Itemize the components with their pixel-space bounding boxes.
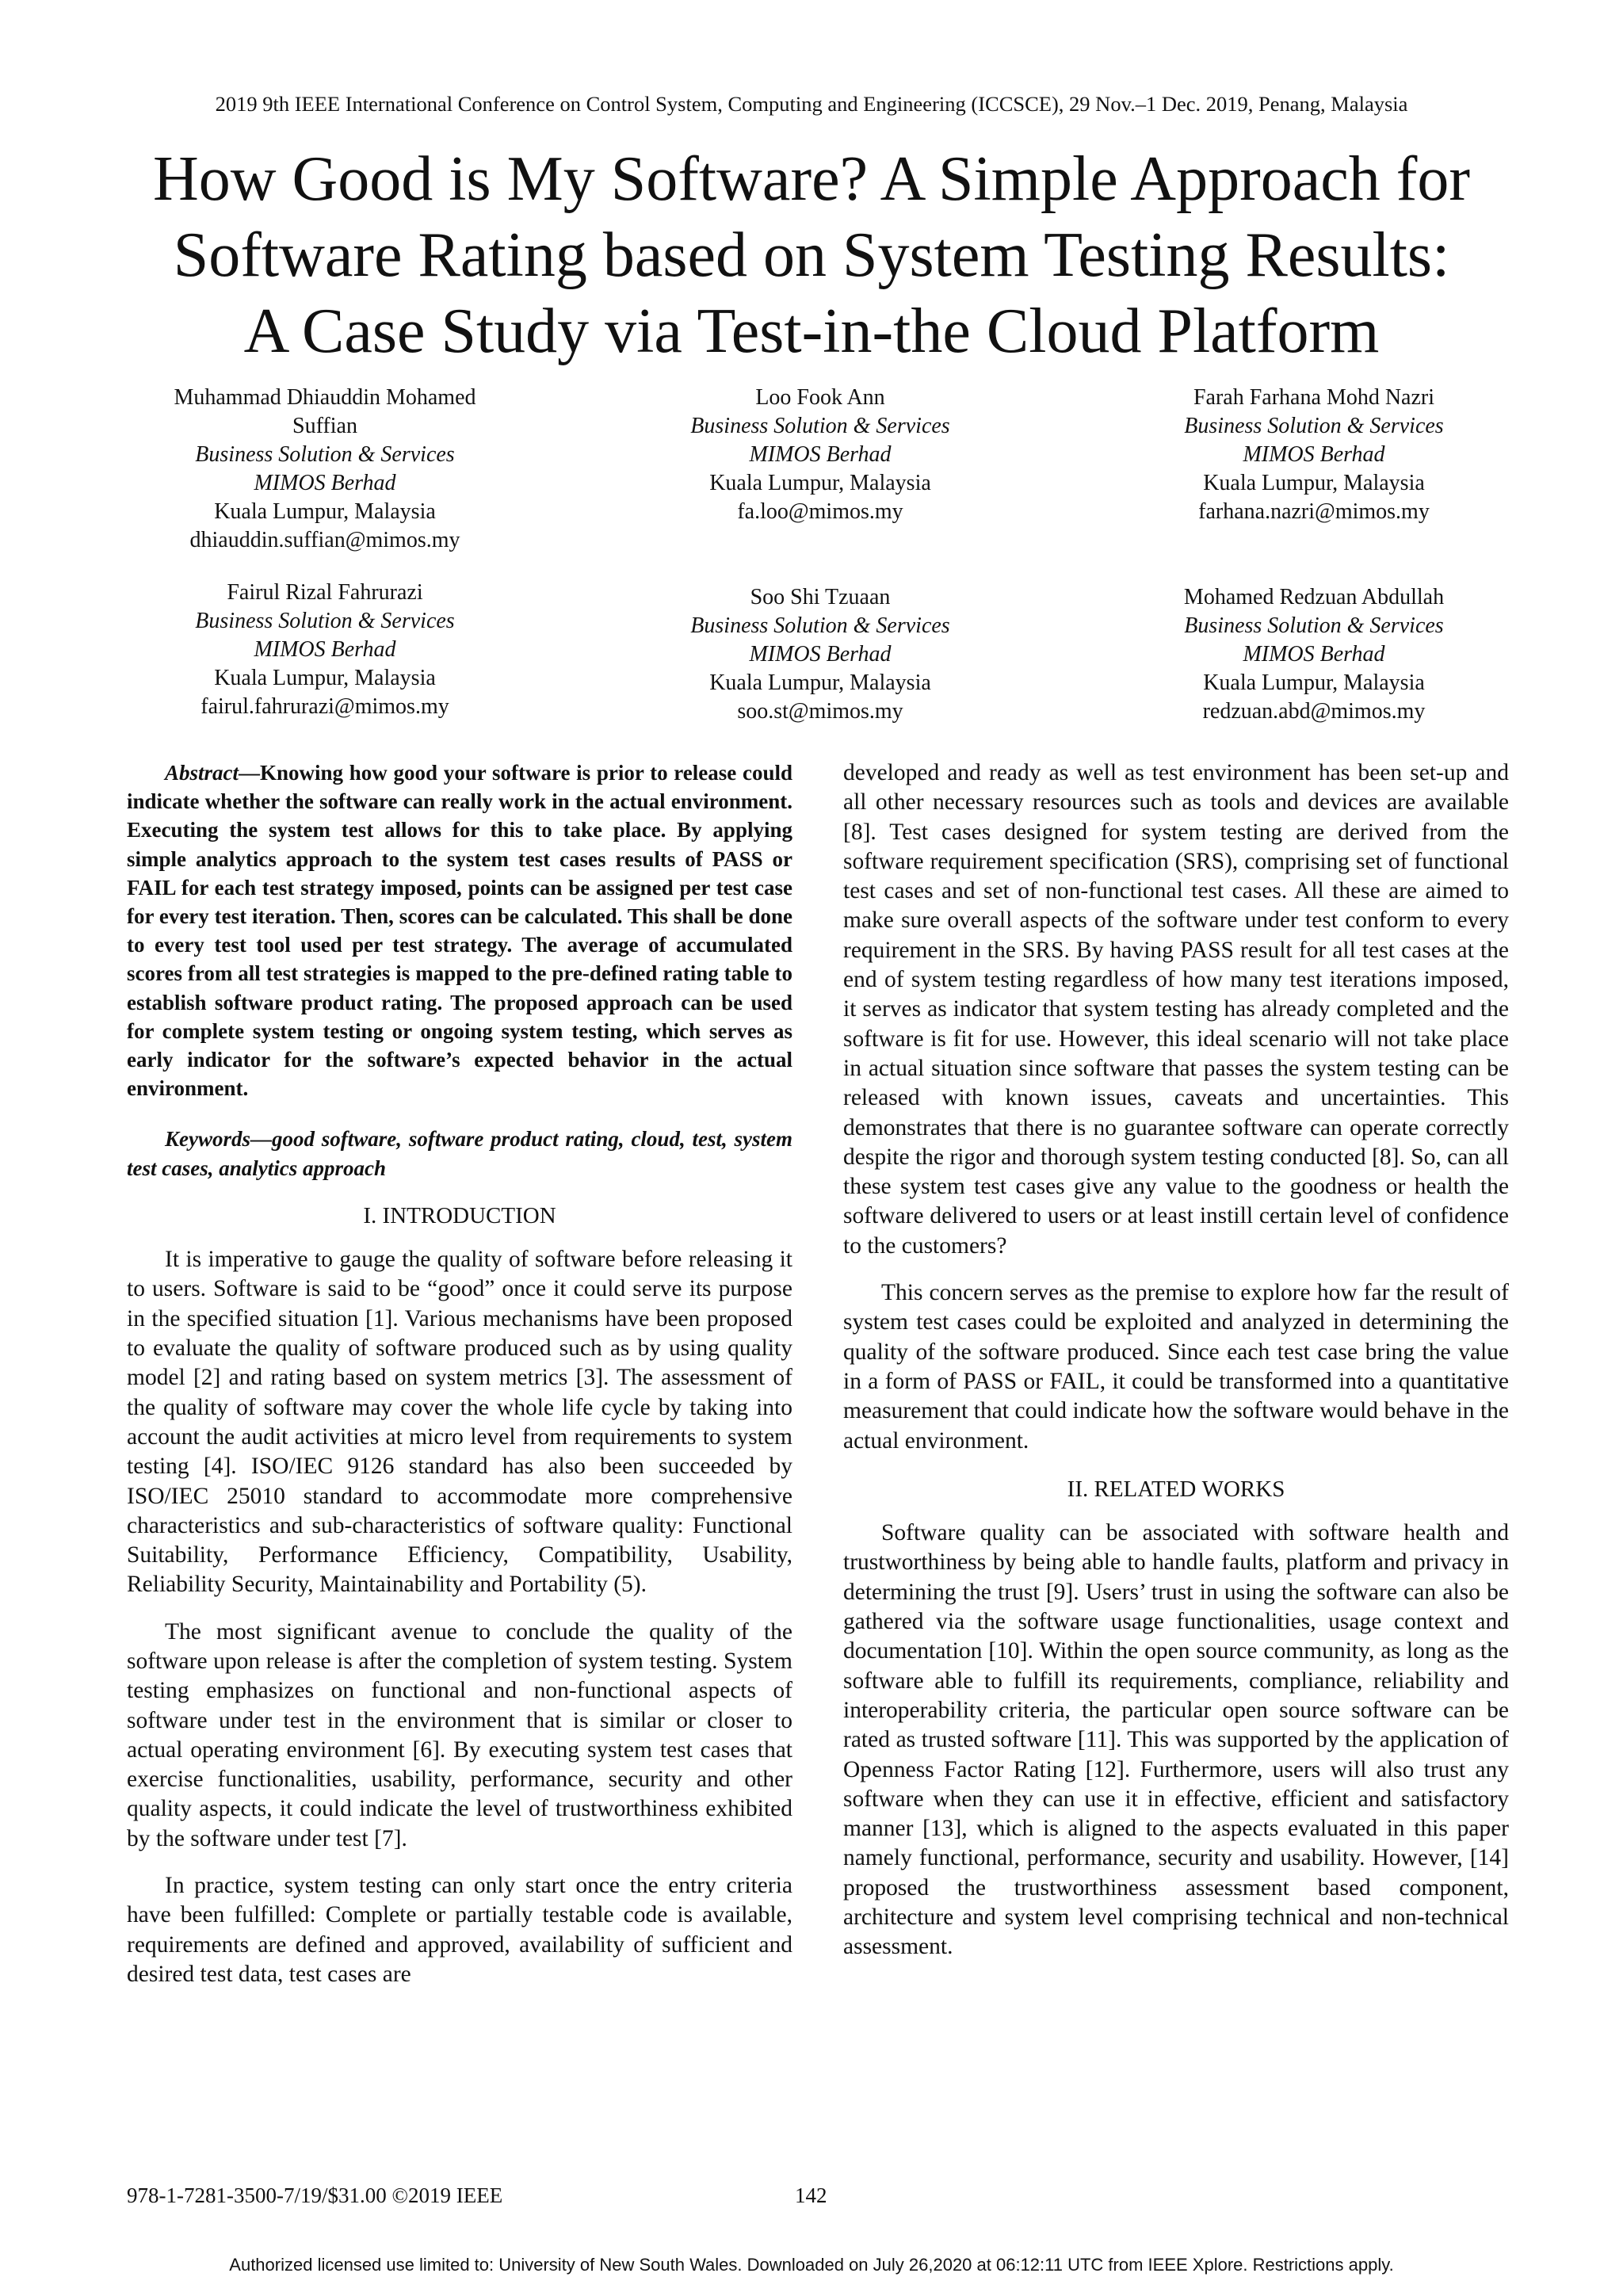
author-org: MIMOS Berhad [1243, 442, 1385, 467]
author-city: Kuala Lumpur, Malaysia [1203, 670, 1425, 695]
author-dept: Business Solution & Services [195, 609, 455, 633]
footer-isbn: 978-1-7281-3500-7/19/$31.00 ©2019 IEEE [127, 2183, 503, 2207]
title-line: A Case Study via Test-in-the Cloud Platform [243, 296, 1380, 366]
paragraph: This concern serves as the premise to explore how far the result of system test cases could be exploited and analyzed in determining the quality of the software produced. Since each test case bring the value in a form of PASS or FAIL, it could be transformed into a quantitative measurement that could indicate how the software would behave in the actual environment. [843, 1280, 1509, 1454]
title-line: Software Rating based on System Testing Results: [173, 220, 1450, 290]
author-name: Soo Shi Tzuaan [750, 585, 891, 609]
paragraph: In practice, system testing can only start once the entry criteria have been fulfilled: Complete or partially testable code is available, requirements are defined and approved, availability of sufficient and desired test data, test cases are [127, 1873, 792, 1987]
abstract-label: Abstract [165, 761, 239, 785]
section-heading-introduction: I. INTRODUCTION [363, 1202, 556, 1228]
author-org: MIMOS Berhad [254, 637, 396, 662]
author-email: soo.st@mimos.my [737, 699, 903, 724]
keywords-label: Keywords [165, 1127, 250, 1152]
paper-title [79, 141, 1544, 369]
author-name: Muhammad Dhiauddin Mohamed [174, 385, 476, 410]
author-dept: Business Solution & Services [1184, 414, 1444, 438]
author-org: MIMOS Berhad [749, 642, 892, 667]
title-line: How Good is My Software? A Simple Approach for [152, 144, 1471, 214]
author-email: redzuan.abd@mimos.my [1202, 699, 1426, 724]
paragraph: developed and ready as well as test environment has been set-up and all other necessary resources such as tools and devices are available [8]. Test cases designed for system testing are derived from the software requirement specification (SRS), comprising set of functional test cases and set of non-functional test cases. All these are aimed to make sure overall aspects of the software under test conform to every requirement in the SRS. By having PASS result for all test cases at the end of system testing regardless of how many test iterations imposed, it serves as indicator that system testing has already completed and the software is fit for use. However, this ideal scenario will not take place in actual situation since software that passes the system testing can be released with known issues, caveats and uncertainties. This demonstrates that there is no guarantee software can operate correctly despite the rigor and thorough system testing conducted [8]. So, can all these system test cases give any value to the goodness or health the software delivered to users or at least instill certain level of confidence to the customers? [843, 760, 1509, 1259]
paragraph: Software quality can be associated with software health and trustworthiness by being able to handle faults, platform and privacy in determining the trust [9]. Users’ trust in using the software can also be gathered via the software usage functionalities, usage context and documentation [10]. Within the open source community, as long as the software able to fulfill its requirements, compliance, reliability and interoperability criteria, the particular open source software can be rated as trusted software [11]. This was supported by the application of Openness Factor Rating [12]. Furthermore, users will also trust any software when they can use it in effective, efficient and satisfactory manner [13], which is aligned to the aspects evaluated in this paper namely functional, performance, security and usability. However, [14] proposed the trustworthiness assessment based component, architecture and system level comprising technical and non-technical assessment. [843, 1520, 1509, 1960]
author-org: MIMOS Berhad [254, 471, 396, 495]
author-name: Loo Fook Ann [755, 385, 885, 410]
author-city: Kuala Lumpur, Malaysia [709, 471, 931, 495]
paragraph: The most significant avenue to conclude the quality of the software upon release is after the completion of system testing. System testing emphasizes on functional and non-functional aspects of software under test in the environment that is similar or closer to actual operating environment [6]. By executing system test cases that exercise functionalities, usability, performance, security and other quality aspects, it could indicate the level of trustworthiness exhibited by the software under test [7]. [127, 1618, 792, 1851]
keywords [127, 1125, 792, 1182]
author-name: Fairul Rizal Fahrurazi [227, 580, 423, 605]
author-name: Suffian [292, 414, 357, 438]
author-block [598, 384, 1042, 526]
author-email: farhana.nazri@mimos.my [1198, 499, 1430, 524]
author-dept: Business Solution & Services [690, 613, 950, 638]
paragraph: It is imperative to gauge the quality of software before releasing it to users. Software is said to be “good” once it could serve its purpose in the specified situation [1]. Various mechanisms have been proposed to evaluate the quality of software produced such as by using quality model [2] and rating based on system metrics [3]. The assessment of the quality of software may cover the whole life cycle by taking into account the audit activities at micro level from requirements to system testing [4]. ISO/IEC 9126 standard has also been succeeded by ISO/IEC 25010 standard to accommodate more comprehensive characteristics and sub-characteristics of software quality: Functional Suitability, Performance Efficiency, Compatibility, Usability, Reliability Security, Maintainability and Portability (5). [127, 1247, 792, 1598]
author-block [598, 583, 1042, 726]
author-dept: Business Solution & Services [195, 442, 455, 467]
abstract [127, 758, 792, 1102]
keywords-text: —good software, software product rating, cloud, test, system test cases, analytics approach [127, 1127, 792, 1180]
license-notice: Authorized licensed use limited to: University of New South Wales. Downloaded on July 26,2020 at 06:12:11 UTC from IEEE Xplore. Restrictions apply. [229, 2255, 1394, 2275]
author-org: MIMOS Berhad [1243, 642, 1385, 667]
left-column [127, 758, 792, 1989]
author-city: Kuala Lumpur, Malaysia [214, 499, 436, 524]
author-block [103, 384, 547, 555]
author-dept: Business Solution & Services [1184, 613, 1444, 638]
author-email: fa.loo@mimos.my [737, 499, 903, 524]
author-name: Mohamed Redzuan Abdullah [1183, 585, 1445, 609]
author-block [1092, 384, 1536, 526]
author-block [1092, 583, 1536, 726]
right-column [843, 758, 1509, 1962]
author-city: Kuala Lumpur, Malaysia [214, 666, 436, 690]
author-city: Kuala Lumpur, Malaysia [1203, 471, 1425, 495]
author-email: fairul.fahrurazi@mimos.my [200, 694, 449, 719]
page-number: 142 [795, 2183, 827, 2207]
author-dept: Business Solution & Services [690, 414, 950, 438]
abstract-text: —Knowing how good your software is prior to release could indicate whether the software can really work in the actual environment. Executing the system test allows for this to take place. By applying simple analytics approach to the system test cases results of PASS or FAIL for each test strategy imposed, points can be assigned per test case for every test iteration. Then, scores can be calculated. This shall be done to every test tool used per test strategy. The average of accumulated scores from all test strategies is mapped to the pre-defined rating table to establish software product rating. The proposed approach can be used for complete system testing or ongoing system testing, which serves as early indicator for the software’s expected behavior in the actual environment. [127, 761, 792, 1101]
author-block [103, 579, 547, 721]
author-email: dhiauddin.suffian@mimos.my [189, 528, 460, 552]
section-heading-related-works: II. RELATED WORKS [1067, 1476, 1285, 1502]
author-name: Farah Farhana Mohd Nazri [1193, 385, 1434, 410]
author-org: MIMOS Berhad [749, 442, 892, 467]
conference-header: 2019 9th IEEE International Conference on Control System, Computing and Engineering (ICCSCE), 29 Nov.–1 Dec. 2019, Penang, Malaysia [215, 92, 1408, 116]
author-city: Kuala Lumpur, Malaysia [709, 670, 931, 695]
